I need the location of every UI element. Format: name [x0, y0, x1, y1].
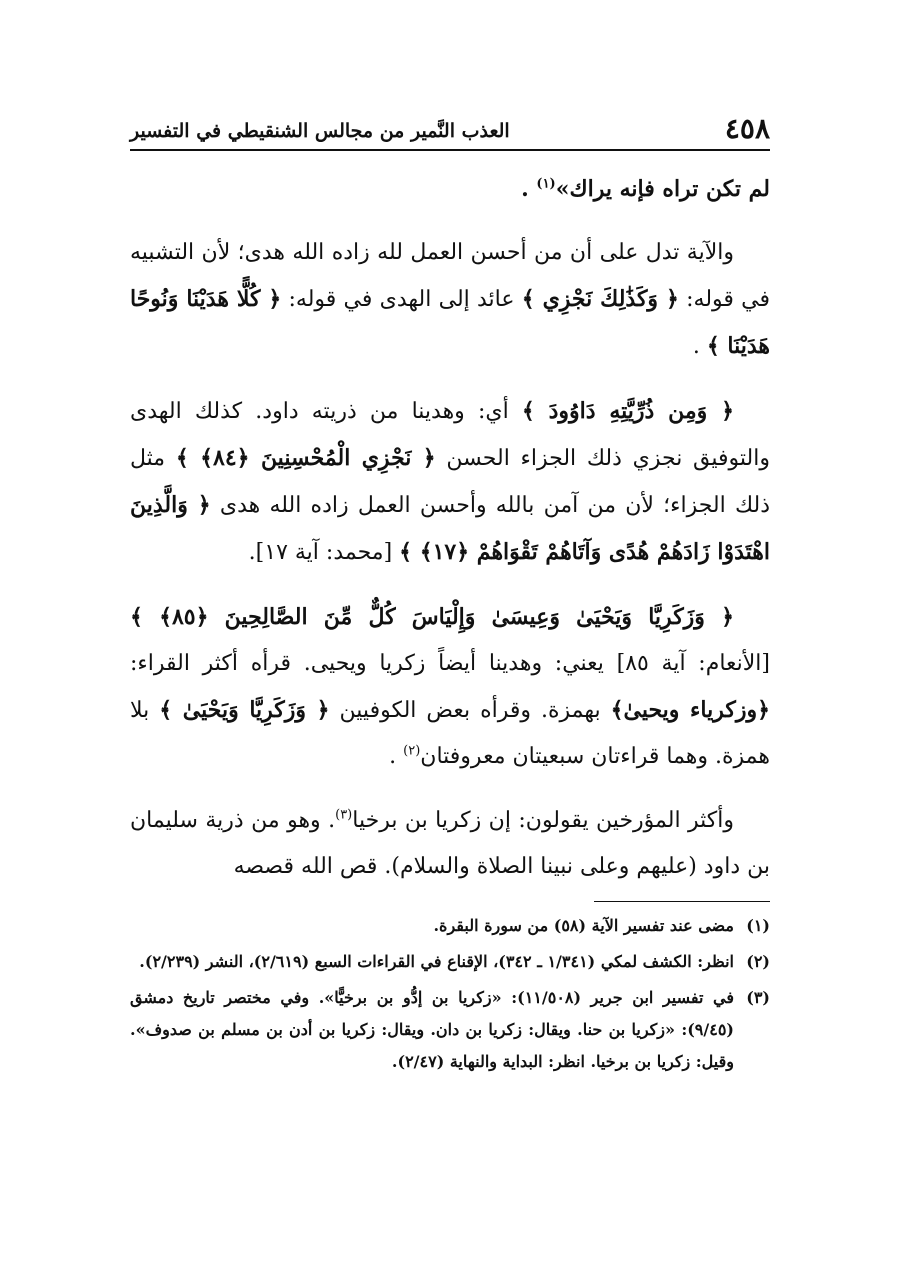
- footnote-number: (١): [746, 916, 770, 935]
- running-title: العذب النَّمير من مجالس الشنقيطي في التفسير: [130, 120, 510, 142]
- footnote-number: (٢): [746, 952, 770, 971]
- footnote-ref-1: (١): [536, 176, 556, 192]
- quran-reading: ﴿وزكرياء ويحيىٰ﴾: [610, 697, 770, 723]
- main-text: [130, 166, 770, 890]
- paragraph-1-end: .: [521, 176, 529, 202]
- paragraph-5: [130, 798, 770, 890]
- paragraph-gap: [130, 370, 770, 388]
- footnote-3: [130, 982, 770, 1078]
- paragraph-gap: [130, 576, 770, 594]
- header-rule: [130, 149, 770, 151]
- footnote-1: [130, 910, 770, 942]
- footnote-2: [130, 946, 770, 978]
- paragraph-3-text-c: [محمد: آية ١٧].: [248, 540, 393, 565]
- footnote-number: (٣): [746, 988, 770, 1007]
- paragraph-5-text-a: وأكثر المؤرخين يقولون: إن زكريا بن برخيا: [352, 808, 734, 833]
- footnote-ref-3: (٣): [335, 807, 353, 823]
- paragraph-gap: [130, 780, 770, 798]
- footnote-text: في تفسير ابن جرير (١١/٥٠٨): «زكريا بن إدُّو بن برخيًّا». وفي مختصر تاريخ دمشق (٩/٤٥): «زكريا بن حنا. ويقال: زكريا بن دان. ويقال: زكريا بن أدن بن مسلم بن صدوف». وقيل: زكريا بن برخيا. انظر: البداية والنهاية (٢/٤٧).: [130, 988, 735, 1071]
- paragraph-3-text-b: مثل ذلك الجزاء؛ لأن من آمن بالله وأحسن العمل زاده الله هدى: [130, 446, 770, 518]
- paragraph-4-end: .: [389, 744, 397, 769]
- quran-verse: ﴿ وَمِن ذُرِّيَّتِهِ دَاوُودَ ﴾: [521, 398, 734, 424]
- paragraph-gap: [130, 212, 770, 230]
- paragraph-4: [130, 594, 770, 780]
- paragraph-4-text-b: بهمزة. وقرأه بعض الكوفيين: [339, 698, 601, 723]
- paragraph-5-text-b: . وهو من ذرية سليمان بن داود (عليهم وعلى نبينا الصلاة والسلام). قص الله قصصه: [130, 808, 770, 879]
- footnote-text: انظر: الكشف لمكي (١/٣٤١ ـ ٣٤٢)، الإقناع في القراءات السبع (٢/٦١٩)، النشر (٢/٢٣٩).: [139, 952, 734, 971]
- paragraph-1-text: لم تكن تراه فإنه يراك»: [555, 176, 770, 202]
- paragraph-4-text-c: بلا همزة. وهما قراءتان سبعيتان معروفتان: [130, 698, 770, 769]
- quran-verse: ﴿ نَجْزِي الْمُحْسِنِينَ ﴿٨٤﴾ ﴾: [175, 445, 436, 471]
- footnote-text: مضى عند تفسير الآية (٥٨) من سورة البقرة.: [433, 916, 734, 935]
- footnote-separator: [594, 901, 770, 902]
- quran-verse: ﴿ وَكَذَٰلِكَ نَجْزِي ﴾: [521, 286, 679, 312]
- page-number: ٤٥٨: [724, 112, 770, 145]
- paragraph-2: [130, 230, 770, 370]
- paragraph-3: [130, 388, 770, 576]
- paragraph-2-text-b: عائد إلى الهدى في قوله:: [288, 287, 515, 312]
- paragraph-2-text-a: والآية تدل على أن من أحسن العمل لله زاده الله هدى؛ لأن التشبيه في قوله:: [130, 240, 770, 312]
- paragraph-1: [130, 166, 770, 212]
- paragraph-4-text-a: [الأنعام: آية ٨٥] يعني: وهدينا أيضاً زكريا ويحيى. قرأه أكثر القراء:: [130, 651, 771, 676]
- page-header: [130, 108, 770, 146]
- footnote-ref-2: (٢): [403, 743, 421, 759]
- quran-verse: ﴿ وَالَّذِينَ اهْتَدَوْا زَادَهُمْ هُدًى وَآتَاهُمْ تَقْوَاهُمْ ﴿١٧﴾ ﴾: [130, 492, 770, 565]
- paragraph-3-text-a: أي: وهدينا من ذريته داود. كذلك الهدى والتوفيق نجزي ذلك الجزاء الحسن: [130, 399, 770, 471]
- quran-verse: ﴿ كُلًّا هَدَيْنَا وَنُوحًا هَدَيْنَا ﴾: [130, 286, 770, 359]
- quran-verse: ﴿ وَزَكَرِيَّا وَيَحْيَىٰ ﴾: [159, 697, 330, 723]
- footnotes: [130, 910, 770, 1082]
- quran-verse: ﴿ وَزَكَرِيَّا وَيَحْيَىٰ وَعِيسَىٰ وَإِلْيَاسَ كُلٌّ مِّنَ الصَّالِحِينَ ﴿٨٥﴾ ﴾: [130, 604, 734, 630]
- paragraph-2-end: .: [692, 334, 700, 359]
